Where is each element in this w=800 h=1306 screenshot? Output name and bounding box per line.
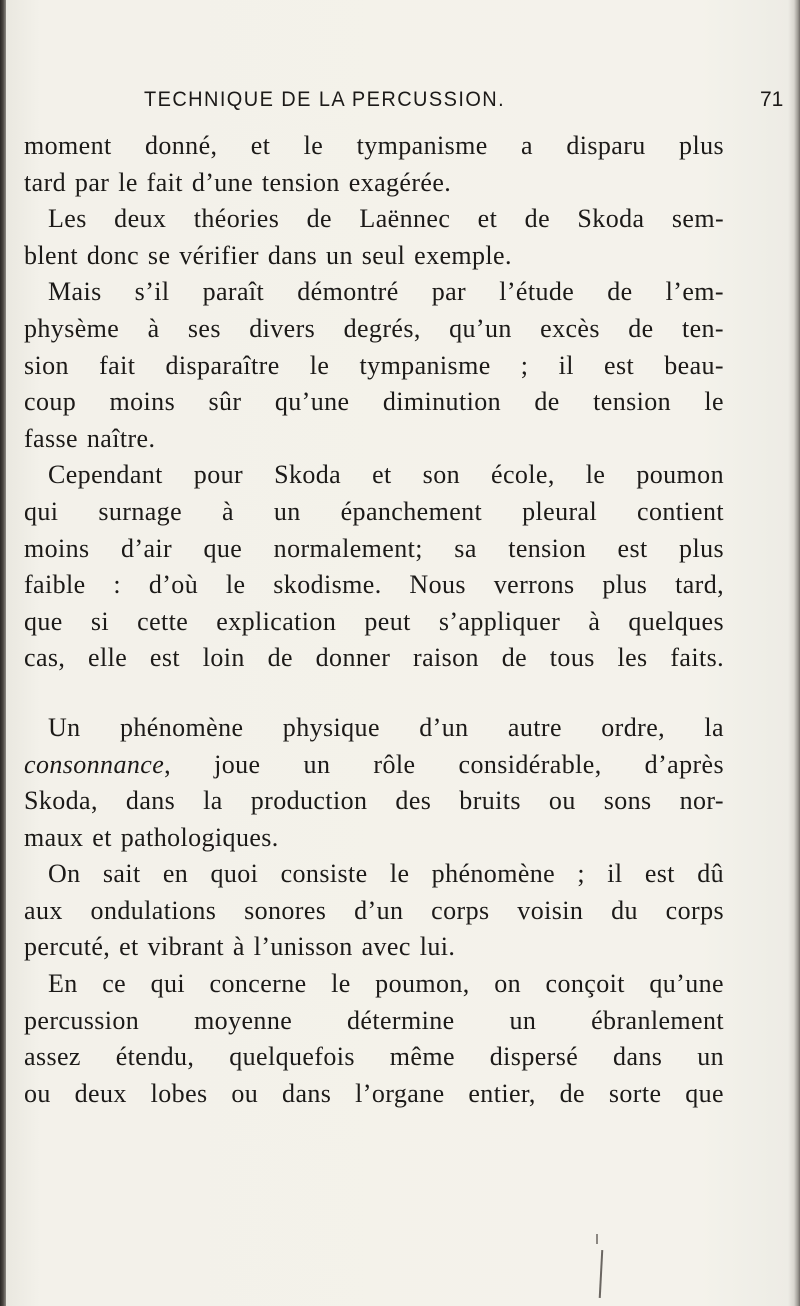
text-line: ou deux lobes ou dans l’organe entier, de sorte que: [24, 1078, 724, 1108]
text-line: tard par le fait d’une tension exagérée.: [24, 167, 452, 197]
text-line: faible : d’où le skodisme. Nous verrons plus tard,: [24, 570, 724, 600]
italic-term: consonnance: [24, 749, 165, 779]
text-line: percuté, et vibrant à l’unisson avec lui.: [24, 932, 456, 962]
page-edge: [788, 0, 800, 1306]
text-line: sion fait disparaître le tympanisme ; il est beau-: [24, 350, 724, 380]
text-line: Skoda, dans la production des bruits ou sons nor-: [24, 786, 724, 816]
text-line: fasse naître.: [24, 423, 156, 453]
running-title: TECHNIQUE DE LA PERCUSSION.: [144, 88, 506, 111]
text-line: maux et pathologiques.: [24, 822, 279, 852]
ink-mark: [599, 1250, 604, 1298]
text-line: que si cette explication peut s’appliquer à quelques: [24, 606, 724, 636]
text-line: moment donné, et le tympanisme a disparu plus: [24, 131, 724, 160]
text-line: [24, 747, 724, 784]
ink-mark: [596, 1234, 598, 1244]
binding-edge: [0, 0, 6, 1306]
text-line: physème à ses divers degrés, qu’un excès de ten-: [24, 313, 724, 343]
text-line: aux ondulations sonores d’un corps voisin du corps: [24, 895, 724, 925]
text-line: On sait en quoi consiste le phénomène ; il est dû: [48, 859, 724, 889]
text-line: Mais s’il paraît démontré par l’étude de l’em-: [48, 277, 724, 307]
text-line: assez étendu, quelquefois même dispersé dans un: [24, 1042, 724, 1072]
text-line: Cependant pour Skoda et son école, le poumon: [48, 460, 724, 490]
text-line: moins d’air que normalement; sa tension est plus: [24, 533, 724, 563]
text-line: cas, elle est loin de donner raison de tous les faits.: [24, 643, 724, 673]
text-line: percussion moyenne détermine un ébranlement: [24, 1005, 724, 1035]
text-fragment: , joue un rôle considérable, d’après: [164, 749, 724, 779]
text-line: blent donc se vérifier dans un seul exemple.: [24, 240, 512, 270]
body-text: [24, 128, 724, 1112]
text-line: En ce qui concerne le poumon, on conçoit qu’une: [48, 969, 724, 999]
page-number: 71: [760, 88, 784, 111]
page-header: [0, 88, 800, 118]
text-line: Les deux théories de Laënnec et de Skoda sem-: [48, 204, 724, 234]
text-line: Un phénomène physique d’un autre ordre, la: [48, 712, 724, 742]
section-gap: [24, 677, 724, 710]
text-line: coup moins sûr qu’une diminution de tension le: [24, 387, 724, 417]
text-line: qui surnage à un épanchement pleural contient: [24, 496, 724, 526]
